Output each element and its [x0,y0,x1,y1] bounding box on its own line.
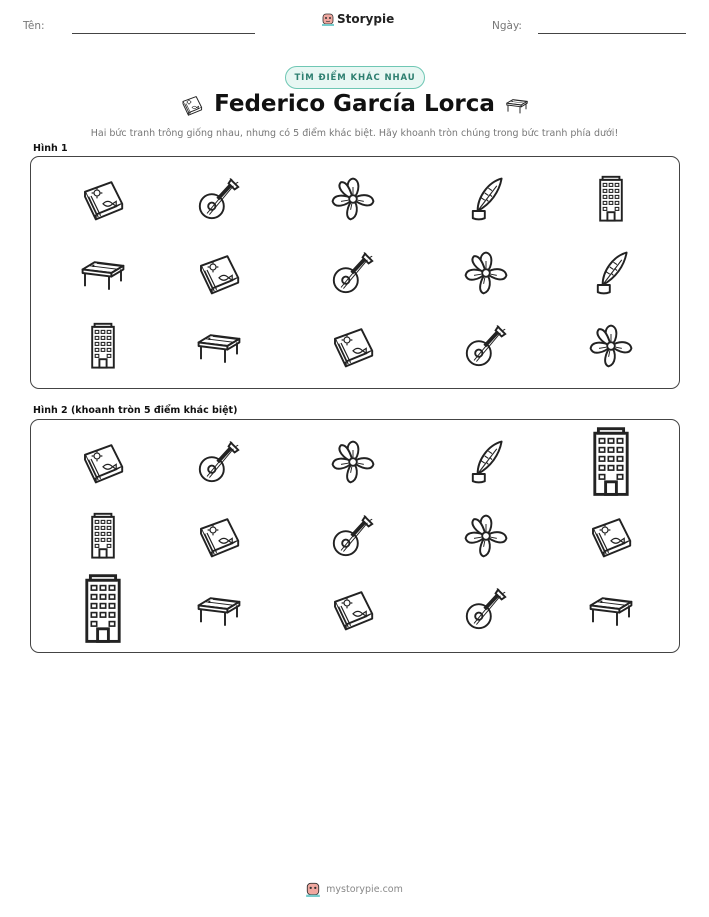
picture-2-label: Hình 2 (khoanh tròn 5 điểm khác biệt) [33,405,238,416]
table-icon [195,322,243,370]
quill-icon [587,249,635,297]
brand-logo [322,12,394,26]
guitar-icon[interactable] [195,438,243,486]
table-icon[interactable] [195,585,243,633]
table-icon [502,93,532,117]
date-label: Ngày: [492,20,522,32]
building-icon[interactable] [67,573,139,645]
mascot-icon [322,12,334,26]
book-icon[interactable] [195,512,243,560]
quill-icon [462,175,510,223]
book-icon[interactable] [587,512,635,560]
building-icon[interactable] [79,512,127,560]
table-icon [79,249,127,297]
quill-icon[interactable] [462,438,510,486]
book-icon[interactable] [329,585,377,633]
table-icon[interactable] [587,585,635,633]
guitar-icon[interactable] [462,585,510,633]
mascot-icon [306,881,320,897]
footer-site: mystorypie.com [326,883,403,895]
book-icon[interactable] [79,438,127,486]
flower-icon [462,249,510,297]
guitar-icon [329,249,377,297]
flower-icon [587,322,635,370]
guitar-icon [462,322,510,370]
name-label: Tên: [23,20,45,32]
instructions: Hai bức tranh trông giống nhau, nhưng có 5 điểm khác biệt. Hãy khoanh tròn chúng trong bức tranh phía dưới! [90,128,619,139]
brand-name: Storypie [337,12,395,26]
building-icon [79,322,127,370]
picture-1-label: Hình 1 [33,143,68,154]
building-icon[interactable] [575,426,647,498]
flower-icon[interactable] [329,438,377,486]
date-line[interactable] [538,33,686,34]
flower-icon [329,175,377,223]
activity-badge: TÌM ĐIỂM KHÁC NHAU [285,66,425,89]
name-line[interactable] [72,33,255,34]
building-icon [587,175,635,223]
flower-icon[interactable] [462,512,510,560]
picture-1-panel [30,156,680,389]
page-title: Federico García Lorca [214,91,495,117]
book-icon [79,175,127,223]
guitar-icon[interactable] [329,512,377,560]
picture-2-panel[interactable] [30,419,680,653]
book-icon [329,322,377,370]
book-icon [195,249,243,297]
footer [0,881,709,897]
guitar-icon [195,175,243,223]
